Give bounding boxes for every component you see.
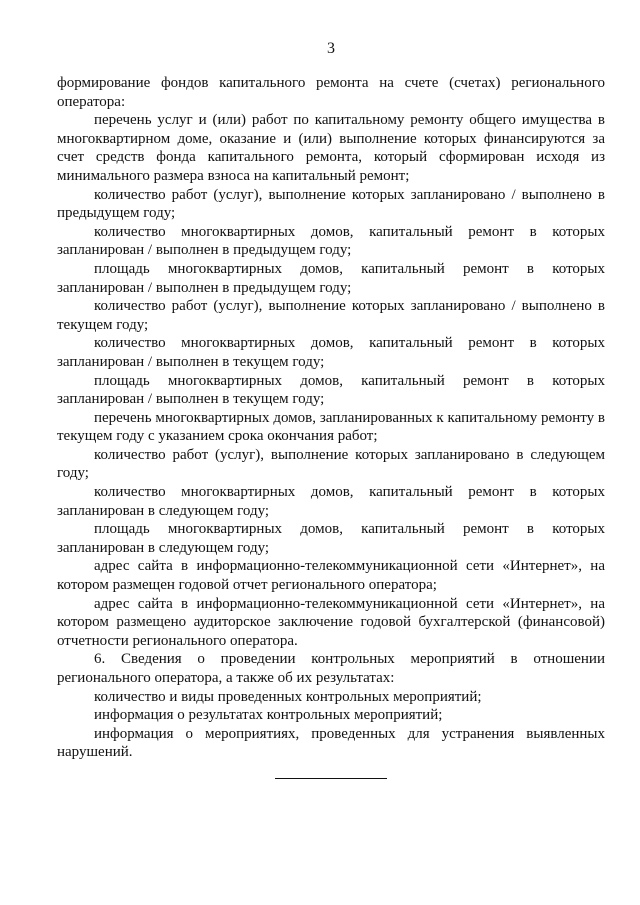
document-body [57,74,605,762]
paragraph: количество и виды проведенных контрольных мероприятий; [94,688,482,705]
paragraph: площадь многоквартирных домов, капитальный ремонт в которых запланирован / выполнен в предыдущем году; [57,260,605,296]
page-number: 3 [327,40,335,57]
paragraph: количество многоквартирных домов, капитальный ремонт в которых запланирован / выполнен в текущем году; [57,335,605,370]
document-page [57,40,605,779]
paragraph: 6. Сведения о проведении контрольных мероприятий в отношении регионального оператора, а также об их результатах: [57,651,605,686]
paragraph: адрес сайта в информационно-телекоммуникационной сети «Интернет», на котором размещен годовой отчет регионального оператора; [57,558,605,594]
paragraph: площадь многоквартирных домов, капитальный ремонт в которых запланирован в следующем году; [57,521,605,556]
paragraph: перечень услуг и (или) работ по капитальному ремонту общего имущества в многоквартирном доме, оказание и (или) выполнение которых финансируются за счет средств фонда капитального ремонта, который сформирован исходя из минимального размера взноса на капитальный ремонт; [57,112,605,184]
paragraph: информация о результатах контрольных мероприятий; [94,707,443,724]
paragraph: перечень многоквартирных домов, запланированных к капитальному ремонту в текущем году с указанием срока окончания работ; [57,409,605,445]
paragraph: формирование фондов капитального ремонта на счете (счетах) регионального оператора: [57,75,605,110]
paragraph: адрес сайта в информационно-телекоммуникационной сети «Интернет», на котором размещено аудиторское заключение годовой бухгалтерской (финансовой) отчетности регионального оператора. [57,595,605,649]
paragraph: количество работ (услуг), выполнение которых запланировано / выполнено в предыдущем году; [57,186,605,222]
paragraph: площадь многоквартирных домов, капитальный ремонт в которых запланирован / выполнен в текущем году; [57,372,605,408]
paragraph: информация о мероприятиях, проведенных для устранения выявленных нарушений. [57,725,605,761]
paragraph: количество многоквартирных домов, капитальный ремонт в которых запланирован в следующем году; [57,484,605,519]
paragraph: количество многоквартирных домов, капитальный ремонт в которых запланирован / выполнен в предыдущем году; [57,223,605,259]
paragraph: количество работ (услуг), выполнение которых запланировано / выполнено в текущем году; [57,298,605,333]
paragraph: количество работ (услуг), выполнение которых запланировано в следующем году; [57,446,605,482]
end-separator-line [275,778,387,779]
